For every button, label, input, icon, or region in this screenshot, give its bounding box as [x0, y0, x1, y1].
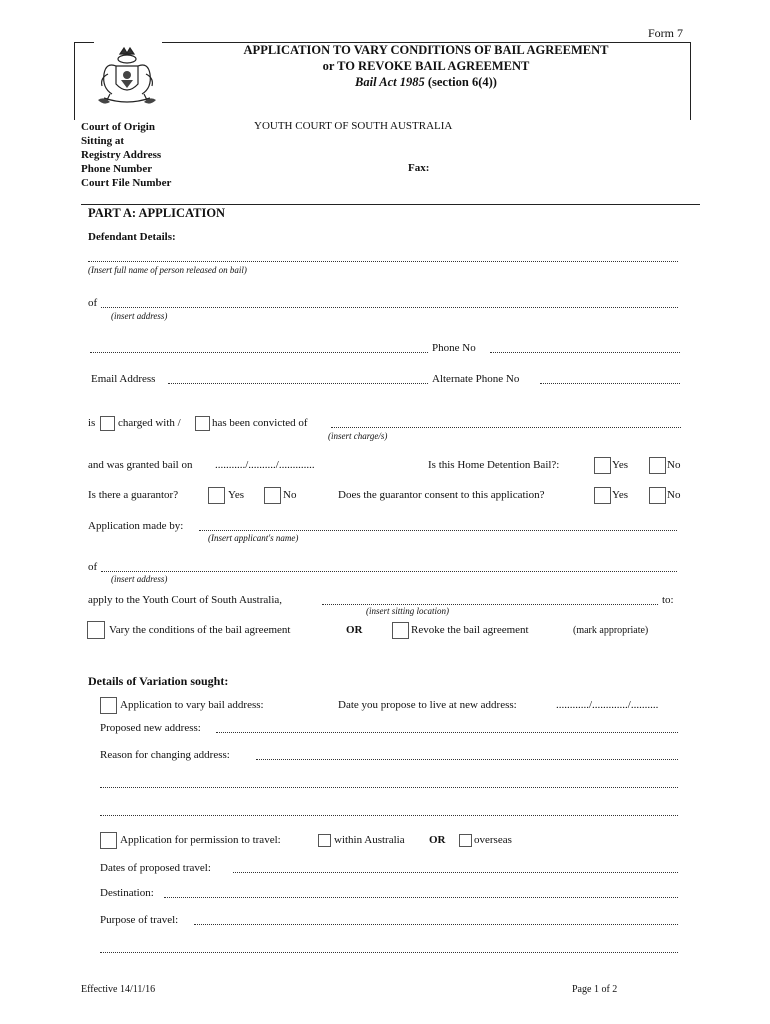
granted-bail-label: and was granted bail on [88, 459, 193, 471]
guarantor-yes-checkbox[interactable] [208, 487, 225, 504]
purpose-line2-field[interactable] [100, 943, 678, 953]
purpose-field[interactable] [194, 915, 678, 925]
bail-granted-date-field[interactable]: .........../........../............. [215, 459, 315, 471]
vary-conditions-checkbox[interactable] [87, 621, 105, 639]
travel-label: Application for permission to travel: [120, 834, 281, 846]
destination-label: Destination: [100, 887, 154, 899]
applicant-of-label: of [88, 561, 98, 573]
sitting-location-field[interactable] [322, 595, 658, 605]
applicant-name-field[interactable] [199, 521, 677, 531]
guarantor-consent-label: Does the guarantor consent to this application? [338, 489, 545, 501]
guarantor-yes-label: Yes [228, 489, 245, 501]
vary-conditions-label: Vary the conditions of the bail agreement [109, 624, 291, 636]
fax-label: Fax: [408, 162, 430, 174]
home-detention-no-checkbox[interactable] [649, 457, 666, 474]
convicted-of-checkbox[interactable] [195, 416, 210, 431]
hint-applicant-address: (insert address) [111, 574, 168, 584]
court-of-origin-label: Court of Origin [81, 121, 155, 133]
within-australia-checkbox[interactable] [318, 834, 331, 847]
phone-number-label: Phone Number [81, 163, 153, 175]
consent-yes-checkbox[interactable] [594, 487, 611, 504]
within-australia-label: within Australia [334, 834, 405, 846]
part-a-heading: PART A: APPLICATION [88, 206, 226, 220]
consent-no-checkbox[interactable] [649, 487, 666, 504]
email-address-field[interactable] [168, 374, 428, 384]
propose-date-field[interactable]: ............/............./.......... [556, 699, 659, 711]
phone-no-field[interactable] [490, 343, 680, 353]
header-rule-left [74, 42, 94, 43]
of-label: of [88, 297, 98, 309]
travel-or-label: OR [429, 834, 446, 846]
vary-address-label: Application to vary bail address: [120, 699, 264, 711]
consent-yes-label: Yes [612, 489, 629, 501]
section-rule [81, 204, 700, 205]
convicted-of-label: has been convicted of [212, 417, 308, 429]
to-label: to: [662, 594, 674, 606]
reason-line3-field[interactable] [100, 806, 678, 816]
form-number: Form 7 [648, 26, 684, 40]
travel-checkbox[interactable] [100, 832, 117, 849]
court-name: YOUTH COURT OF SOUTH AUSTRALIA [254, 120, 453, 132]
court-labels [81, 120, 171, 190]
new-address-label: Proposed new address: [100, 722, 201, 734]
guarantor-no-checkbox[interactable] [264, 487, 281, 504]
hint-charges: (insert charge/s) [328, 431, 388, 441]
vary-address-checkbox[interactable] [100, 697, 117, 714]
destination-field[interactable] [164, 888, 678, 898]
mark-appropriate-note: (mark appropriate) [573, 625, 649, 636]
header-border-right [690, 42, 691, 120]
court-file-number-label: Court File Number [81, 177, 172, 189]
hint-applicant-name: (Insert applicant's name) [208, 533, 299, 543]
variation-heading: Details of Variation sought: [88, 674, 229, 688]
phone-no-label: Phone No [432, 342, 476, 354]
new-address-field[interactable] [216, 723, 678, 733]
guarantor-label: Is there a guarantor? [88, 489, 179, 501]
form-title-line3 [162, 75, 690, 90]
home-detention-yes-checkbox[interactable] [594, 457, 611, 474]
sitting-at-label: Sitting at [81, 135, 125, 147]
travel-dates-label: Dates of proposed travel: [100, 862, 211, 874]
purpose-label: Purpose of travel: [100, 914, 179, 926]
page-number: Page 1 of 2 [572, 984, 618, 995]
defendant-address-line2-field[interactable] [90, 343, 428, 353]
home-detention-label: Is this Home Detention Bail?: [428, 459, 560, 471]
consent-no-label: No [667, 489, 681, 501]
registry-address-label: Registry Address [81, 149, 162, 161]
effective-date: Effective 14/11/16 [81, 984, 156, 995]
act-name: Bail Act 1985 [355, 75, 425, 89]
overseas-label: overseas [474, 834, 512, 846]
hint-address: (insert address) [111, 311, 168, 321]
coat-of-arms-icon [94, 44, 160, 110]
header-border-left [74, 42, 75, 120]
defendant-address-field[interactable] [101, 298, 678, 308]
charged-with-label: charged with / [118, 417, 181, 429]
hint-sitting-location: (insert sitting location) [366, 606, 449, 616]
propose-date-label: Date you propose to live at new address: [338, 699, 517, 711]
charges-field[interactable] [331, 418, 681, 428]
form-title-line1: APPLICATION TO VARY CONDITIONS OF BAIL AGREEMENT [243, 43, 609, 57]
form-title-line2: or TO REVOKE BAIL AGREEMENT [322, 59, 530, 73]
home-detention-yes-label: Yes [612, 459, 629, 471]
overseas-checkbox[interactable] [459, 834, 472, 847]
travel-dates-field[interactable] [233, 863, 678, 873]
or-label: OR [346, 624, 363, 636]
guarantor-no-label: No [283, 489, 297, 501]
revoke-agreement-checkbox[interactable] [392, 622, 409, 639]
reason-line2-field[interactable] [100, 778, 678, 788]
act-section: (section 6(4)) [427, 75, 497, 89]
email-address-label: Email Address [91, 373, 156, 385]
charged-with-checkbox[interactable] [100, 416, 115, 431]
alternate-phone-field[interactable] [540, 374, 680, 384]
alternate-phone-label: Alternate Phone No [432, 373, 520, 385]
revoke-agreement-label: Revoke the bail agreement [411, 624, 529, 636]
apply-to-court-label: apply to the Youth Court of South Australia, [88, 594, 283, 606]
reason-field[interactable] [256, 750, 678, 760]
hint-defendant-name: (Insert full name of person released on bail) [88, 265, 247, 275]
home-detention-no-label: No [667, 459, 681, 471]
defendant-details-heading: Defendant Details: [88, 231, 176, 243]
is-label: is [88, 417, 96, 429]
application-made-by-label: Application made by: [88, 520, 184, 532]
applicant-address-field[interactable] [101, 562, 677, 572]
reason-label: Reason for changing address: [100, 749, 230, 761]
defendant-name-field[interactable] [88, 252, 678, 262]
